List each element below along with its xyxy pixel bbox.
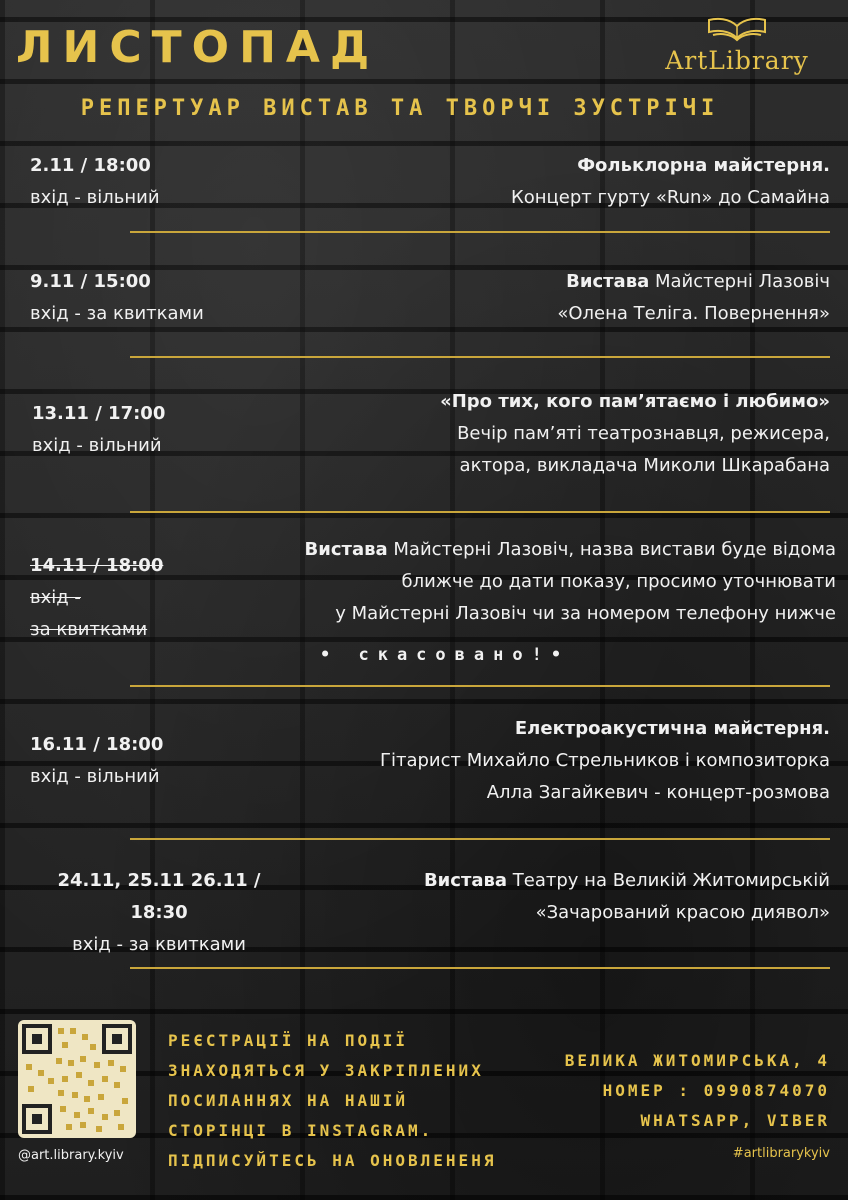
divider <box>130 838 830 840</box>
event-line: у Майстерні Лазовіч чи за номером телефону нижче <box>335 603 836 624</box>
divider <box>130 685 830 687</box>
event-title: Фольклорна майстерня. <box>577 155 830 176</box>
cancelled-badge: • скасовано!• <box>320 645 571 665</box>
event-when <box>32 398 165 462</box>
event-line: Концерт гурту «Run» до Самайна <box>510 187 830 208</box>
event-description <box>511 150 830 214</box>
hashtag: #artlibrarykyiv <box>732 1146 830 1161</box>
event-description <box>557 266 830 330</box>
event-entry: вхід - за квитками <box>72 934 246 955</box>
event-when <box>30 266 204 330</box>
address: ВЕЛИКА ЖИТОМИРСЬКА, 4 <box>564 1051 830 1070</box>
page-subtitle: РЕПЕРТУАР ВИСТАВ ТА ТВОРЧІ ЗУСТРІЧІ <box>80 96 720 121</box>
info-line: ПОСИЛАННЯХ НА НАШІЙ <box>168 1091 409 1110</box>
event-datetime: 9.11 / 15:00 <box>30 271 151 292</box>
event-entry: за квитками <box>30 619 148 640</box>
event-datetime: 14.11 / 18:00 <box>30 555 164 576</box>
event-description <box>424 865 830 929</box>
divider <box>130 511 830 513</box>
event-when <box>30 729 163 793</box>
info-line: ПІДПИСУЙТЕСЬ НА ОНОВЛЕНЕНЯ <box>168 1151 497 1170</box>
event-entry: вхід - <box>30 587 81 608</box>
contacts <box>565 1046 830 1136</box>
instagram-handle: @art.library.kyiv <box>18 1148 124 1163</box>
event-datetime: 2.11 / 18:00 <box>30 155 151 176</box>
qr-code-icon <box>18 1020 136 1138</box>
event-description <box>305 534 836 630</box>
event-line: Алла Загайкевич - концерт-розмова <box>486 782 830 803</box>
event-when <box>30 550 163 646</box>
event-title-rest: Майстерні Лазовіч <box>649 271 830 292</box>
event-title: «Про тих, кого пам’ятаємо і любимо» <box>440 391 830 412</box>
open-book-icon <box>707 16 767 42</box>
event-when <box>28 865 290 961</box>
messengers: WHATSAPP, VIBER <box>640 1111 830 1130</box>
page-title: ЛИСТОПАД <box>16 22 380 73</box>
registration-info <box>168 1026 496 1176</box>
event-line: Вечір пам’яті театрознавця, режисера, <box>457 423 830 444</box>
divider <box>130 231 830 233</box>
event-description <box>440 386 830 482</box>
info-line: ЗНАХОДЯТЬСЯ У ЗАКРІПЛЕНИХ <box>168 1061 484 1080</box>
qr-code[interactable] <box>18 1020 136 1138</box>
phone-number: НОМЕР : 0990874070 <box>602 1081 830 1100</box>
info-line: СТОРІНЦІ В INSTAGRAM. <box>168 1121 434 1140</box>
event-title: Вистава <box>304 539 388 560</box>
event-title-rest: Театру на Великій Житомирській <box>507 870 830 891</box>
event-line: «Олена Теліга. Повернення» <box>557 303 830 324</box>
event-title: Електроакустична майстерня. <box>514 718 830 739</box>
event-line: ближче до дати показу, просимо уточнювати <box>401 571 836 592</box>
event-when <box>30 150 160 214</box>
event-line: «Зачарований красою диявол» <box>535 902 830 923</box>
event-entry: вхід - за квитками <box>30 303 204 324</box>
event-title: Вистава <box>423 870 508 891</box>
info-line: РЕЄСТРАЦІЇ НА ПОДІЇ <box>168 1031 409 1050</box>
event-datetime: 24.11, 25.11 26.11 / 18:30 <box>57 870 261 923</box>
event-line: Гітарист Михайло Стрельников і композиторка <box>380 750 830 771</box>
event-entry: вхід - вільний <box>32 435 162 456</box>
event-entry: вхід - вільний <box>30 766 160 787</box>
event-description <box>380 713 830 809</box>
event-title-rest: Майстерні Лазовіч, назва вистави буде відома <box>387 539 836 560</box>
divider <box>130 356 830 358</box>
event-datetime: 13.11 / 17:00 <box>32 403 166 424</box>
event-line: актора, викладача Миколи Шкарабана <box>459 455 830 476</box>
event-datetime: 16.11 / 18:00 <box>30 734 164 755</box>
event-title: Вистава <box>566 271 650 292</box>
event-entry: вхід - вільний <box>30 187 160 208</box>
divider <box>130 967 830 969</box>
artlibrary-logo <box>642 16 832 75</box>
logo-text: ArtLibrary <box>665 46 809 75</box>
